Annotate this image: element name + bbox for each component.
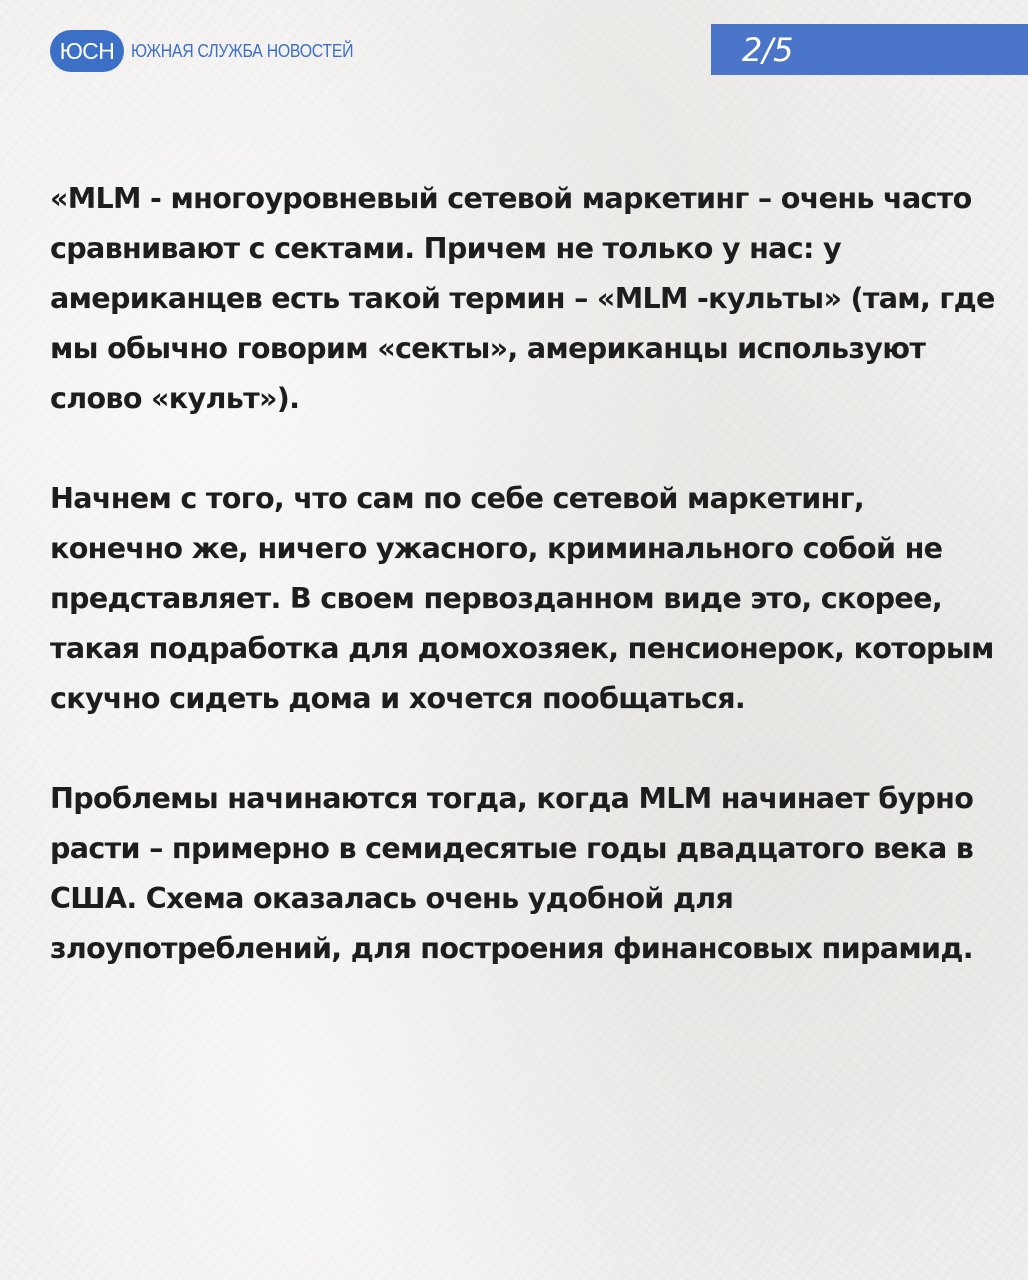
- text-line: скучно сидеть дома и хочется пообщаться.: [50, 681, 746, 715]
- logo-badge: ЮСН: [50, 30, 124, 72]
- text-line: Начнем с того, что сам по себе сетевой маркетинг,: [50, 481, 865, 515]
- text-line: расти – примерно в семидесятые годы двадцатого века в: [50, 831, 974, 865]
- article-body: [50, 173, 995, 973]
- text-line: американцев есть такой термин – «MLM -культы» (там, где: [50, 281, 995, 315]
- paragraph-2: [50, 473, 994, 723]
- header: [0, 0, 1028, 90]
- text-line: конечно же, ничего ужасного, криминального собой не: [50, 531, 943, 565]
- logo-name: ЮЖНАЯ СЛУЖБА НОВОСТЕЙ: [131, 40, 354, 61]
- text-line: злоупотреблений, для построения финансовых пирамид.: [50, 931, 973, 965]
- paragraph-1: [50, 173, 995, 423]
- text-line: мы обычно говорим «секты», американцы используют: [50, 331, 926, 365]
- paragraph-3: [50, 773, 990, 973]
- text-line: Проблемы начинаются тогда, когда MLM начинает бурно: [50, 781, 974, 815]
- text-line: представляет. В своем первозданном виде это, скорее,: [50, 581, 942, 615]
- page-indicator: 2/5: [711, 24, 1028, 75]
- text-line: такая подработка для домохозяек, пенсионерок, которым: [50, 631, 994, 665]
- logo[interactable]: [50, 29, 384, 73]
- text-line: США. Схема оказалась очень удобной для: [50, 881, 734, 915]
- text-line: сравнивают с сектами. Причем не только у нас: у: [50, 231, 841, 265]
- text-line: слово «культ»).: [50, 381, 300, 415]
- text-line: «MLM - многоуровневый сетевой маркетинг – очень часто: [50, 181, 972, 215]
